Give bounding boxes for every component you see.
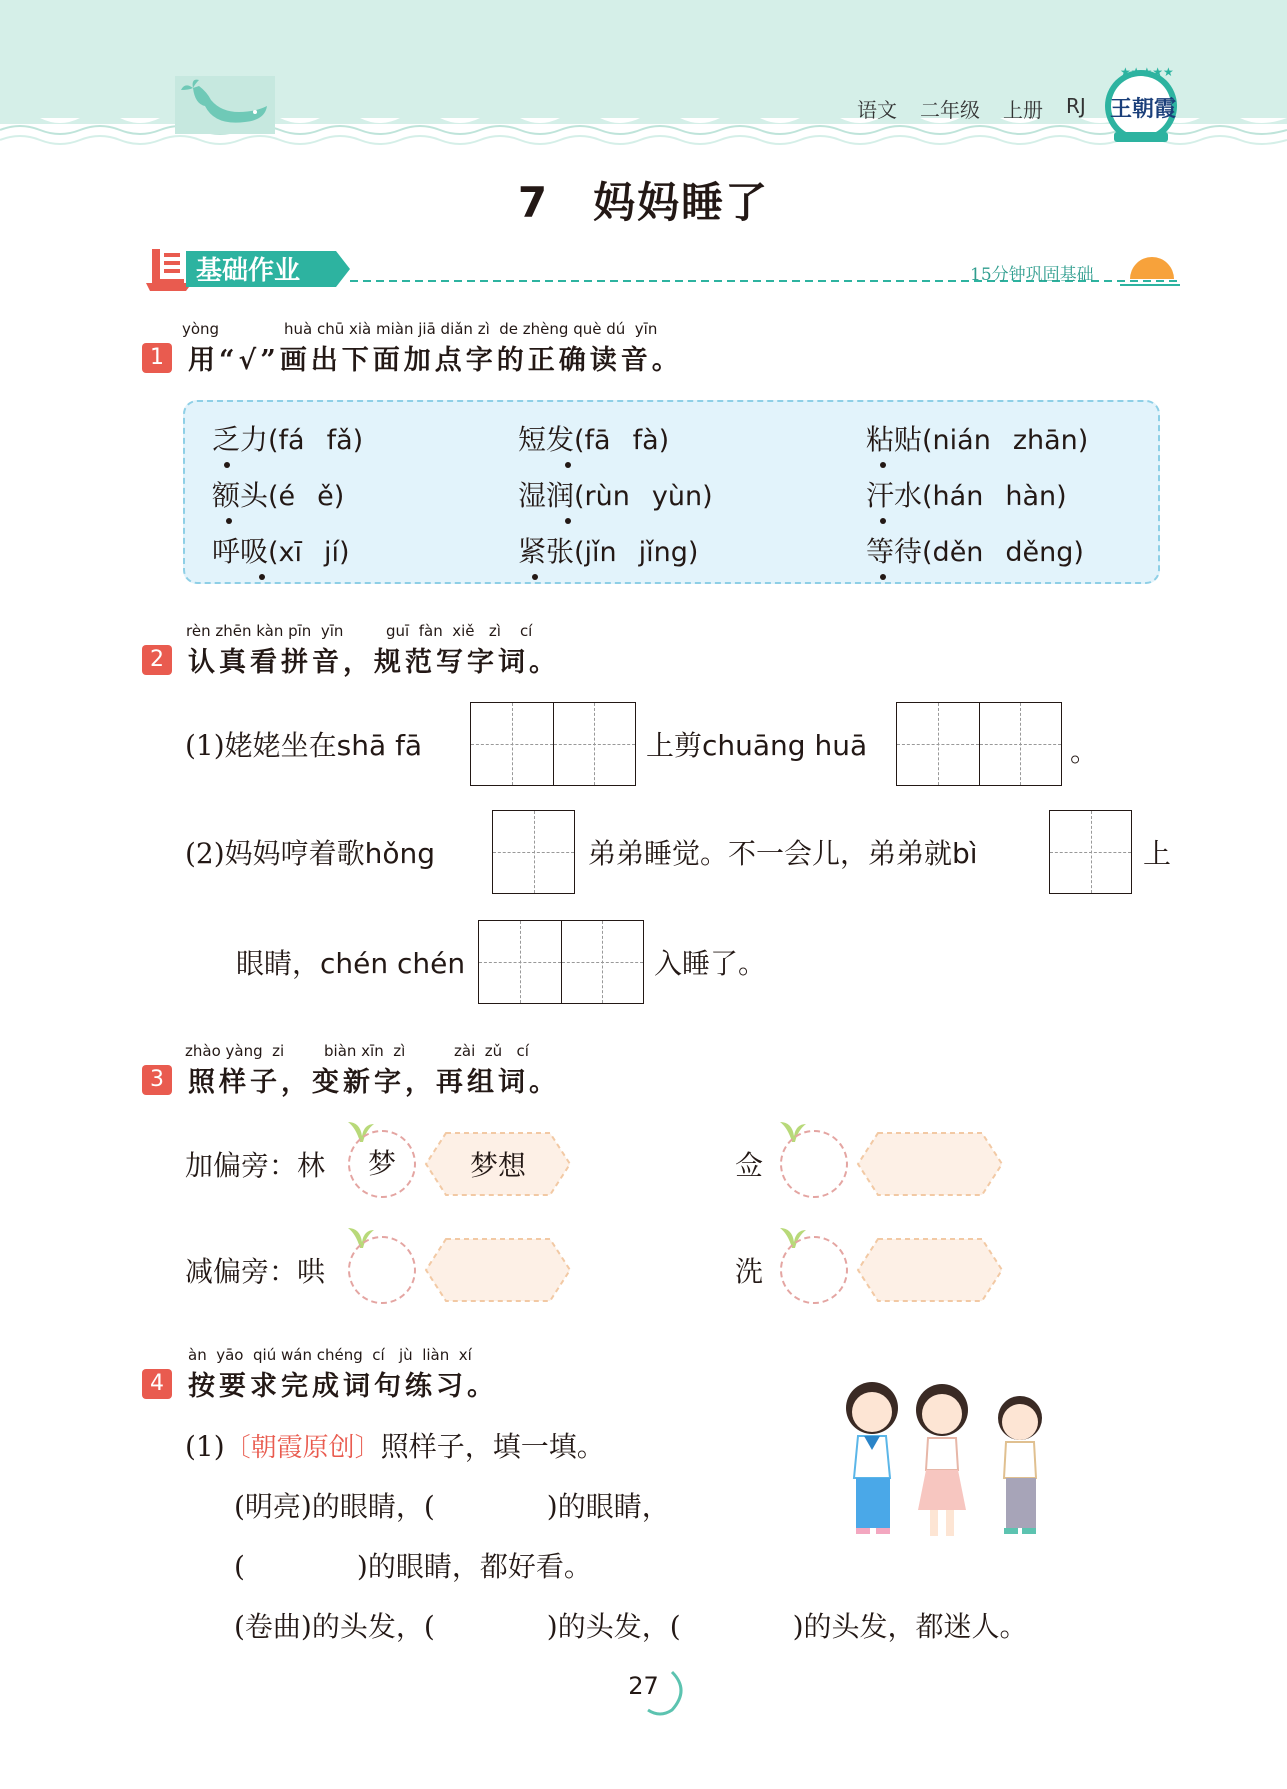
q3-example-word: 梦想 (469, 1149, 526, 1182)
q1-option-a[interactable]: (nián (922, 425, 991, 456)
q4-line1[interactable]: (明亮)的眼睛，( )的眼睛， (234, 1490, 670, 1523)
q1-word: 额头 (212, 479, 269, 512)
header-volume: 上册 (1003, 98, 1043, 122)
q1-option-a[interactable]: (rùn (574, 481, 630, 512)
q1-option-a[interactable]: (děn (922, 537, 984, 568)
q4-original-tag: 〔朝霞原创〕 (224, 1433, 381, 1463)
writing-grid-chenchen[interactable] (478, 920, 644, 1004)
q2-instruction: 认真看拼音，规范写字词。 (188, 647, 560, 678)
q1-option-a[interactable]: (fā (574, 425, 611, 456)
brand-name: 王朝霞 (1110, 96, 1177, 122)
q3-pinyin-a: zhào yàng zi (185, 1042, 285, 1060)
q3-hex-answer-box[interactable] (856, 1131, 1004, 1197)
q3-row2-right-char: 洗 (735, 1255, 764, 1288)
writing-grid-shafa[interactable] (470, 702, 636, 786)
q2-text: (1)姥姥坐在 (185, 729, 337, 762)
emphasis-dot (226, 518, 232, 524)
q2-text: 上剪 (646, 729, 703, 762)
emphasis-dot (224, 462, 230, 468)
emphasis-dot (259, 574, 265, 580)
section-label: 基础作业 (196, 256, 301, 286)
q2-pinyin-prompt: shā fā (336, 729, 423, 762)
q1-option-b[interactable]: fǎ) (326, 425, 364, 456)
q2-text: 眼睛， (236, 947, 321, 980)
q1-option-b[interactable]: jǐng) (638, 537, 699, 568)
q4-instruction: 按要求完成词句练习。 (188, 1371, 498, 1402)
q2-text: (2)妈妈哼着歌 (185, 837, 365, 870)
q1-item-8 (518, 530, 698, 570)
q2-line3-end: 入睡了。 (654, 947, 767, 980)
q3-row1-label: 加偏旁：林 (185, 1149, 326, 1182)
q3-instruction: 照样子，变新字，再组词。 (188, 1067, 560, 1098)
q1-option-b[interactable]: ě) (317, 481, 345, 512)
q1-item-4 (212, 474, 344, 514)
q1-item-1 (212, 418, 363, 458)
q3-answer-circle[interactable] (780, 1130, 848, 1198)
q3-pinyin-c: zài zǔ cí (454, 1042, 529, 1060)
q2-line2-end: 上 (1143, 837, 1172, 870)
emphasis-dot (565, 462, 571, 468)
q1-item-9 (866, 530, 1084, 570)
page-title: 7 妈妈睡了 (517, 178, 770, 227)
q2-line3-a (236, 942, 465, 982)
q4-sub-text: 照样子，填一填。 (380, 1430, 605, 1463)
q3-answer-circle-example: 梦 (348, 1130, 416, 1198)
q2-pinyin-a: rèn zhēn kàn pīn yīn (186, 622, 344, 640)
q1-pinyin-a: yòng (182, 320, 220, 338)
q2-line2-b (588, 832, 978, 872)
section-note: 15分钟巩固基础 (970, 265, 1094, 285)
q2-number-badge: 2 (142, 645, 172, 675)
q2-line2-a (185, 832, 435, 872)
q1-option-b[interactable]: děng) (1005, 537, 1084, 568)
svg-text:★★★★★: ★★★★★ (1120, 65, 1174, 79)
q1-pinyin-b: huà chū xià miàn jiā diǎn zì de zhèng què dú yīn (284, 320, 658, 338)
q2-pinyin-prompt: chuāng huā (702, 729, 868, 762)
q1-option-a[interactable]: (xī (268, 537, 303, 568)
q2-line1-a (185, 724, 422, 764)
q2-pinyin-prompt: bì (952, 837, 978, 870)
children-illustration (842, 1378, 1074, 1552)
q1-word: 等待 (866, 535, 923, 568)
q1-option-a[interactable]: (fá (268, 425, 305, 456)
q1-number-badge: 1 (142, 343, 172, 373)
q3-row2-label: 减偏旁：哄 (185, 1255, 326, 1288)
q1-option-b[interactable]: zhān) (1012, 425, 1089, 456)
q3-number-badge: 3 (142, 1065, 172, 1095)
q2-pinyin-prompt: chén chén (320, 947, 466, 980)
whale-icon (175, 76, 275, 134)
page-number: 27 (628, 1672, 659, 1700)
emphasis-dot (880, 462, 886, 468)
writing-grid-bi[interactable] (1049, 810, 1132, 894)
q2-text: 弟弟睡觉。不一会儿，弟弟就 (588, 837, 953, 870)
header-grade: 二年级 (920, 98, 980, 122)
q3-hex-answer-box[interactable] (856, 1237, 1004, 1303)
q1-option-b[interactable]: hàn) (1005, 481, 1067, 512)
q1-word: 紧张 (518, 535, 575, 568)
q1-item-5 (518, 474, 713, 514)
q3-answer-circle[interactable] (780, 1236, 848, 1304)
q1-option-b[interactable]: fà) (632, 425, 670, 456)
q1-item-2 (518, 418, 669, 458)
q1-option-b[interactable]: jí) (324, 537, 350, 568)
q4-number-badge: 4 (142, 1369, 172, 1399)
q2-pinyin-prompt: hǒng (364, 837, 436, 870)
header-edition: RJ (1066, 94, 1086, 118)
q4-line3[interactable]: (卷曲)的头发，( )的头发，( )的头发，都迷人。 (234, 1610, 1028, 1643)
q2-line1-end: 。 (1070, 735, 1099, 768)
q4-sub1 (185, 1425, 605, 1465)
q2-line1-b (646, 724, 867, 764)
q3-answer-circle[interactable] (348, 1236, 416, 1304)
writing-grid-chuanghua[interactable] (896, 702, 1062, 786)
q4-pinyin: àn yāo qiú wán chéng cí jù liàn xí (188, 1346, 472, 1364)
emphasis-dot (532, 574, 538, 580)
q1-word: 乏力 (212, 423, 269, 456)
q3-pinyin-b: biàn xīn zì (324, 1042, 406, 1060)
q4-sub-number: (1) (185, 1430, 225, 1463)
q1-option-b[interactable]: yùn) (651, 481, 713, 512)
q1-option-a[interactable]: (jǐn (574, 537, 617, 568)
q1-item-6 (866, 474, 1067, 514)
q1-instruction: 用“√”画出下面加点字的正确读音。 (188, 345, 683, 376)
q1-word: 汗水 (866, 479, 923, 512)
page-number-swirl-icon (632, 1666, 688, 1718)
q1-item-7 (212, 530, 350, 570)
q1-option-a[interactable]: (é (268, 481, 296, 512)
q2-pinyin-b: guī fàn xiě zì cí (386, 622, 533, 640)
writing-grid-hong[interactable] (492, 810, 575, 894)
brand-logo (1100, 62, 1182, 144)
emphasis-dot (880, 518, 886, 524)
q1-word: 粘贴 (866, 423, 923, 456)
emphasis-dot (565, 518, 571, 524)
q1-word: 短发 (518, 423, 575, 456)
q3-hex-answer-box[interactable] (424, 1237, 572, 1303)
q1-word: 呼吸 (212, 535, 269, 568)
q1-word: 湿润 (518, 479, 575, 512)
q4-line2[interactable]: ( )的眼睛，都好看。 (234, 1550, 592, 1583)
q3-row1-right-char: 佥 (735, 1149, 764, 1182)
q1-option-a[interactable]: (hán (922, 481, 984, 512)
header-subject: 语文 (857, 98, 897, 122)
q1-item-3 (866, 418, 1088, 458)
emphasis-dot (880, 574, 886, 580)
